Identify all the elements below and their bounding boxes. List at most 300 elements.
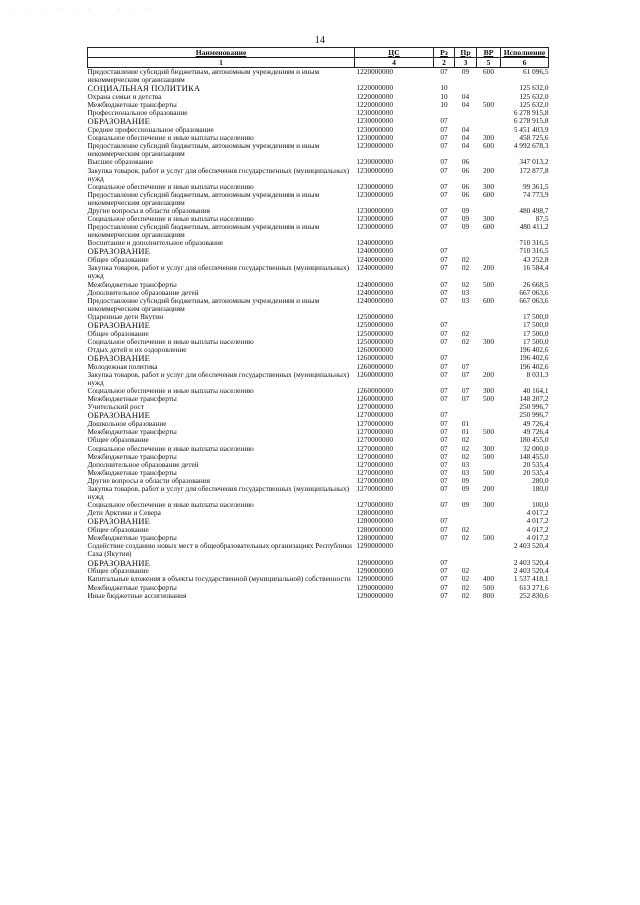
row-sum: 5 451 403,9 — [513, 125, 549, 135]
row-rz: 07 — [440, 443, 448, 453]
row-pr: 02 — [461, 582, 470, 592]
row-name: Межбюджетные трансферты — [87, 427, 177, 437]
row-vr — [477, 109, 501, 117]
row-sum: 100,0 — [532, 500, 549, 510]
row-cs: 1250000000 — [356, 328, 393, 338]
table-row — [88, 517, 549, 526]
row-pr: 07 — [461, 386, 470, 396]
row-pr: 04 — [461, 100, 470, 110]
header-pr: Пр — [455, 48, 477, 58]
row-sum: 125 632,0 — [519, 83, 549, 93]
row-pr: 09 — [461, 214, 470, 224]
row-cs: 1290000000 — [356, 557, 393, 567]
row-name: Закупка товаров, работ и услуг для обеспечения государственных (муниципальных) нужд — [87, 165, 350, 183]
row-rz: 07 — [440, 336, 448, 346]
row-rz: 07 — [440, 533, 448, 543]
row-pr — [455, 313, 477, 321]
row-cs: 1280000000 — [356, 533, 393, 543]
table-row — [88, 395, 549, 403]
row-pr: 07 — [461, 369, 470, 379]
row-rz: 07 — [440, 582, 448, 592]
row-pr: 09 — [461, 206, 470, 215]
index-pr: 3 — [455, 58, 477, 68]
row-sum: 613 271,6 — [519, 582, 549, 592]
row-cs: 1220000000 — [355, 68, 434, 85]
row-cs: 1230000000 — [356, 222, 393, 232]
row-sum: 20 535,4 — [522, 467, 549, 477]
row-sum: 2 403 520,4 — [513, 557, 549, 567]
row-name: Отдых детей и их оздоровление — [87, 345, 187, 354]
row-cs: 1290000000 — [356, 566, 393, 576]
row-cs: 1270000000 — [356, 467, 393, 477]
row-cs: 1260000000 — [356, 369, 393, 379]
row-sum: 49 726,4 — [522, 419, 549, 429]
header-name: Наименование — [88, 48, 355, 58]
table-row — [88, 223, 549, 239]
table-row — [88, 247, 549, 256]
row-sum: 26 668,5 — [522, 279, 549, 289]
row-sum: 125 632,0 — [519, 91, 549, 101]
row-name: Межбюджетные трансферты — [87, 533, 177, 543]
row-pr: 02 — [461, 525, 470, 535]
row-sum: 6 278 915,8 — [513, 108, 549, 118]
row-rz: 07 — [440, 566, 448, 576]
table-row — [88, 371, 549, 387]
row-pr: 02 — [461, 443, 470, 453]
row-vr — [477, 403, 501, 411]
index-vr: 5 — [477, 58, 501, 68]
row-rz: 07 — [440, 206, 448, 215]
index-name: 1 — [88, 58, 355, 68]
row-name: ОБРАЗОВАНИЕ — [87, 116, 151, 127]
row-rz: 07 — [440, 361, 448, 371]
row-name: Закупка товаров, работ и услуг для обеспечения государственных (муниципальных) нужд — [87, 369, 350, 388]
row-vr: 600 — [483, 141, 494, 151]
table-row — [88, 428, 549, 436]
row-name: Предоставление субсидий бюджетным, автономным учреждениям и иным некоммерческим организациям — [87, 189, 320, 207]
row-vr — [477, 411, 501, 420]
row-sum: 43 252,8 — [522, 255, 549, 265]
row-cs: 1220000000 — [356, 100, 393, 110]
row-vr — [477, 509, 501, 517]
row-name: Общее образование — [87, 525, 149, 535]
row-cs: 1260000000 — [356, 353, 393, 363]
row-pr: 04 — [461, 125, 470, 135]
row-pr — [455, 346, 477, 354]
row-pr: 09 — [461, 475, 470, 485]
row-pr: 06 — [461, 189, 470, 199]
row-sum: 4 017,2 — [526, 533, 549, 543]
row-pr: 02 — [461, 451, 470, 461]
row-pr: 02 — [461, 566, 470, 576]
row-cs: 1230000000 — [356, 141, 393, 151]
row-cs: 1220000000 — [356, 91, 393, 101]
row-rz: 07 — [440, 125, 448, 135]
row-cs: 1290000000 — [356, 582, 393, 592]
row-cs: 1240000000 — [356, 238, 393, 248]
row-cs: 1290000000 — [356, 590, 393, 600]
row-rz: 07 — [440, 516, 448, 526]
row-rz: 07 — [440, 222, 448, 232]
row-pr: 09 — [461, 222, 470, 232]
row-rz: 07 — [440, 525, 448, 535]
row-pr: 02 — [461, 574, 470, 584]
row-sum: 17 500,0 — [522, 320, 549, 330]
row-cs: 1280000000 — [356, 516, 393, 526]
row-sum: 17 500,0 — [522, 336, 549, 346]
row-name: Среднее профессиональное образование — [87, 125, 214, 135]
row-cs: 1230000000 — [356, 206, 393, 215]
table-row — [88, 68, 549, 85]
row-name: Общее образование — [87, 328, 149, 338]
row-cs: 1270000000 — [356, 419, 393, 429]
header-vr: ВР — [477, 48, 501, 58]
row-name: Межбюджетные трансферты — [87, 451, 177, 461]
row-pr: 04 — [461, 91, 470, 101]
row-name: Социальное обеспечение и иные выплаты населению — [87, 443, 254, 453]
row-pr — [455, 239, 477, 247]
row-sum: 87,5 — [535, 214, 549, 224]
table-row — [88, 142, 549, 158]
row-name: Закупка товаров, работ и услуг для обеспечения государственных (муниципальных) нужд — [87, 263, 350, 281]
row-sum: 148 207,2 — [519, 394, 549, 404]
row-cs: 1290000000 — [356, 541, 393, 551]
row-pr — [455, 109, 477, 117]
row-pr: 06 — [461, 181, 470, 191]
row-cs: 1250000000 — [356, 311, 393, 321]
row-rz: 07 — [440, 475, 448, 485]
row-name: Воспитание и дополнительное образование — [87, 238, 224, 248]
row-pr: 02 — [461, 255, 470, 265]
row-rz: 07 — [440, 459, 448, 469]
row-sum: 180 455,0 — [519, 435, 549, 445]
row-pr: 02 — [461, 590, 470, 600]
row-sum: 480 411,2 — [519, 222, 549, 232]
row-name: Предоставление субсидий бюджетным, автономным учреждениям и иным некоммерческим организациям — [88, 68, 355, 85]
row-vr: 200 — [483, 369, 494, 379]
table-row — [88, 509, 549, 517]
row-rz — [434, 542, 455, 558]
row-vr: 300 — [483, 443, 494, 453]
row-pr: 09 — [461, 500, 470, 510]
table-row — [88, 264, 549, 280]
row-vr: 500 — [483, 582, 494, 592]
row-pr — [455, 542, 477, 558]
row-pr: 07 — [461, 361, 470, 371]
row-name: Межбюджетные трансферты — [87, 100, 177, 110]
row-cs: 1230000000 — [356, 116, 393, 126]
row-cs: 1280000000 — [356, 525, 393, 535]
row-rz: 07 — [440, 467, 448, 477]
table-row — [88, 313, 549, 321]
page-number: 14 — [314, 35, 326, 46]
table-body — [88, 68, 549, 600]
row-cs: 1240000000 — [356, 246, 393, 256]
index-sum: 6 — [501, 58, 549, 68]
row-name: Социальное обеспечение и иные выплаты населению — [87, 500, 254, 510]
row-name: Одаренные дети Якутии — [87, 311, 164, 321]
row-sum: 32 000,0 — [522, 443, 549, 453]
row-vr: 600 — [483, 189, 494, 199]
row-rz: 07 — [440, 328, 448, 338]
row-sum: 4 017,2 — [526, 508, 549, 518]
row-rz: 07 — [440, 369, 448, 379]
row-name: Высшее образование — [87, 157, 153, 167]
row-vr: 800 — [483, 590, 494, 600]
row-rz: 07 — [440, 419, 448, 429]
row-name: СОЦИАЛЬНАЯ ПОЛИТИКА — [87, 83, 201, 94]
table-row — [88, 109, 549, 117]
row-rz: 07 — [440, 394, 448, 404]
row-rz: 07 — [440, 255, 448, 265]
row-name: ОБРАЗОВАНИЕ — [87, 557, 151, 568]
row-cs: 1240000000 — [356, 263, 393, 273]
row-name: Межбюджетные трансферты — [87, 582, 177, 592]
row-vr: 300 — [483, 181, 494, 191]
table-row — [88, 559, 549, 568]
row-vr: 200 — [483, 484, 494, 493]
row-cs: 1270000000 — [356, 427, 393, 437]
row-sum: 347 013,2 — [519, 157, 549, 167]
row-cs: 1270000000 — [356, 459, 393, 469]
row-sum: 6 278 915,8 — [513, 116, 549, 126]
row-rz: 07 — [440, 141, 448, 151]
row-cs: 1260000000 — [356, 345, 393, 354]
row-pr: 03 — [461, 287, 470, 297]
row-rz: 07 — [440, 165, 448, 175]
row-pr: 03 — [461, 295, 470, 305]
budget-table — [87, 47, 549, 600]
row-name: Общее образование — [87, 435, 149, 445]
row-sum: 125 632,0 — [519, 100, 549, 110]
row-rz: 07 — [440, 451, 448, 461]
row-sum: 148 455,0 — [519, 451, 549, 461]
row-pr: 06 — [461, 157, 470, 167]
row-vr: 600 — [483, 222, 494, 232]
table-row — [88, 191, 549, 207]
row-sum: 17 500,0 — [522, 311, 549, 321]
row-vr: 300 — [483, 214, 494, 224]
row-sum: 99 361,5 — [522, 181, 549, 191]
row-sum: 480 498,7 — [519, 206, 549, 215]
row-cs: 1270000000 — [356, 402, 393, 412]
row-cs: 1240000000 — [356, 255, 393, 265]
row-rz: 07 — [440, 410, 448, 420]
row-name: Молодежная политика — [87, 361, 158, 371]
row-vr — [477, 247, 501, 256]
header-rz: Рз — [434, 48, 455, 58]
row-sum: 17 500,0 — [522, 328, 549, 338]
row-cs: 1230000000 — [356, 157, 393, 167]
row-sum: 16 584,4 — [522, 263, 549, 273]
row-pr: 09 — [461, 484, 470, 493]
row-rz: 07 — [440, 590, 448, 600]
row-rz: 07 — [440, 133, 448, 143]
row-vr — [477, 346, 501, 354]
table-row — [88, 239, 549, 247]
row-cs: 1270000000 — [356, 500, 393, 510]
row-vr: 300 — [483, 336, 494, 346]
row-rz: 07 — [440, 574, 448, 584]
row-name: Дети Арктики и Севера — [87, 508, 161, 518]
row-cs: 1290000000 — [356, 574, 393, 584]
row-cs: 1270000000 — [356, 410, 393, 420]
row-vr: 300 — [483, 133, 494, 143]
row-name: Общее образование — [87, 566, 149, 576]
row-sum: 40 164,1 — [522, 386, 549, 396]
table-index-row — [88, 58, 549, 68]
row-rz: 07 — [440, 353, 448, 363]
row-cs: 1260000000 — [356, 386, 393, 396]
row-rz: 07 — [440, 279, 448, 289]
row-name: Межбюджетные трансферты — [87, 467, 177, 477]
row-cs: 1270000000 — [356, 443, 393, 453]
row-sum: 196 402,6 — [519, 361, 549, 371]
row-name: Закупка товаров, работ и услуг для обеспечения государственных (муниципальных) нужд — [87, 484, 350, 502]
row-sum: 4 017,2 — [526, 516, 549, 526]
row-cs: 1230000000 — [356, 133, 393, 143]
row-rz: 07 — [440, 116, 448, 126]
index-rz: 2 — [434, 58, 455, 68]
header-cs: ЦС — [355, 48, 434, 58]
row-pr: 07 — [461, 394, 470, 404]
row-sum: 2 403 520,4 — [513, 566, 549, 576]
row-pr: 09 — [455, 68, 477, 85]
row-sum: 250 996,7 — [519, 410, 549, 420]
row-vr — [477, 117, 501, 126]
row-vr — [477, 84, 501, 93]
row-sum: 667 063,6 — [519, 287, 549, 297]
row-rz: 07 — [440, 181, 448, 191]
row-name: Социальное обеспечение и иные выплаты населению — [87, 181, 254, 191]
row-name: Предоставление субсидий бюджетным, автономным учреждениям и иным некоммерческим организациям — [87, 222, 320, 240]
row-vr — [477, 559, 501, 568]
row-cs: 1230000000 — [356, 189, 393, 199]
row-name: Дополнительное образование детей — [87, 459, 199, 469]
row-name: ОБРАЗОВАНИЕ — [87, 410, 151, 421]
row-vr — [477, 321, 501, 330]
table-row — [88, 485, 549, 501]
table-row — [88, 321, 549, 330]
row-vr — [477, 313, 501, 321]
row-pr: 02 — [461, 328, 470, 338]
row-vr: 500 — [483, 451, 494, 461]
row-sum: 2 403 520,4 — [513, 541, 549, 551]
row-vr: 300 — [483, 386, 494, 396]
row-vr — [477, 354, 501, 363]
row-sum: 8 031,3 — [526, 369, 549, 379]
row-vr: 200 — [483, 165, 494, 175]
row-rz: 07 — [440, 500, 448, 510]
row-cs: 1260000000 — [356, 361, 393, 371]
row-vr — [477, 542, 501, 558]
row-cs: 1240000000 — [356, 295, 393, 305]
row-cs: 1270000000 — [356, 451, 393, 461]
row-rz: 07 — [440, 295, 448, 305]
row-cs: 1250000000 — [356, 336, 393, 346]
row-vr: 600 — [483, 295, 494, 305]
row-pr: 02 — [461, 533, 470, 543]
row-rz: 07 — [440, 320, 448, 330]
row-rz: 07 — [440, 157, 448, 167]
row-name: Охрана семьи и детства — [87, 91, 162, 101]
row-rz: 10 — [440, 100, 448, 110]
row-rz: 07 — [434, 68, 455, 85]
table-row — [88, 297, 549, 313]
row-name: Общее образование — [87, 255, 149, 265]
row-name: Дошкольное образование — [87, 419, 167, 429]
row-sum: 710 316,5 — [519, 238, 549, 248]
row-vr: 500 — [483, 394, 494, 404]
table-row — [88, 403, 549, 411]
row-vr: 600 — [477, 68, 501, 85]
table-header-row — [88, 48, 549, 58]
row-sum: 4 992 678,3 — [513, 141, 549, 151]
row-rz: 07 — [440, 287, 448, 297]
row-cs: 1220000000 — [356, 83, 393, 93]
row-vr: 500 — [483, 467, 494, 477]
row-vr: 500 — [483, 279, 494, 289]
row-name: Иные бюджетные ассигнования — [87, 590, 187, 600]
row-name: ОБРАЗОВАНИЕ — [87, 320, 151, 331]
row-rz: 07 — [440, 435, 448, 445]
scan-specks: · · · · · · · · · · — [10, 6, 158, 12]
row-pr: 03 — [461, 459, 470, 469]
row-rz: 07 — [440, 484, 448, 493]
row-cs: 1270000000 — [356, 484, 393, 493]
row-cs: 1270000000 — [356, 435, 393, 445]
row-cs: 1230000000 — [356, 125, 393, 135]
table-row — [88, 346, 549, 354]
row-name: ОБРАЗОВАНИЕ — [87, 246, 151, 257]
row-name: ОБРАЗОВАНИЕ — [87, 516, 151, 527]
row-pr: 03 — [461, 467, 470, 477]
row-name: Профессиональное образование — [87, 108, 188, 118]
row-rz: 07 — [440, 386, 448, 396]
row-pr: 02 — [461, 435, 470, 445]
row-name: Содействие созданию новых мест в общеобразовательных организациях Республики Саха (Якутия) — [87, 541, 352, 559]
row-vr: 300 — [483, 500, 494, 510]
row-pr: 06 — [461, 165, 470, 175]
row-vr: 200 — [483, 263, 494, 273]
row-name: Предоставление субсидий бюджетным, автономным учреждениям и иным некоммерческим организациям — [87, 141, 320, 159]
row-sum: 49 726,4 — [522, 427, 549, 437]
row-name: Предоставление субсидий бюджетным, автономным учреждениям и иным некоммерческим организациям — [87, 295, 320, 313]
row-name: Социальное обеспечение и иные выплаты населению — [87, 214, 254, 224]
row-pr: 02 — [461, 336, 470, 346]
row-vr: 500 — [483, 427, 494, 437]
row-cs: 1240000000 — [356, 287, 393, 297]
row-name: Другие вопросы в области образования — [87, 475, 211, 485]
row-cs: 1250000000 — [356, 320, 393, 330]
row-sum: 74 773,9 — [522, 189, 549, 199]
row-pr: 01 — [461, 419, 470, 429]
row-pr: 04 — [461, 141, 470, 151]
row-pr: 01 — [461, 427, 470, 437]
row-name: Межбюджетные трансферты — [87, 394, 177, 404]
row-pr: 02 — [461, 263, 470, 273]
row-vr — [477, 239, 501, 247]
row-vr: 500 — [483, 100, 494, 110]
row-sum: 180,0 — [532, 484, 549, 493]
row-rz: 07 — [440, 246, 448, 256]
row-cs: 1230000000 — [356, 108, 393, 118]
row-name: Социальное обеспечение и иные выплаты населению — [87, 336, 254, 346]
row-name: Социальное обеспечение и иные выплаты населению — [87, 133, 254, 143]
index-cs: 4 — [355, 58, 434, 68]
table-row — [88, 167, 549, 183]
row-rz: 10 — [440, 83, 448, 93]
